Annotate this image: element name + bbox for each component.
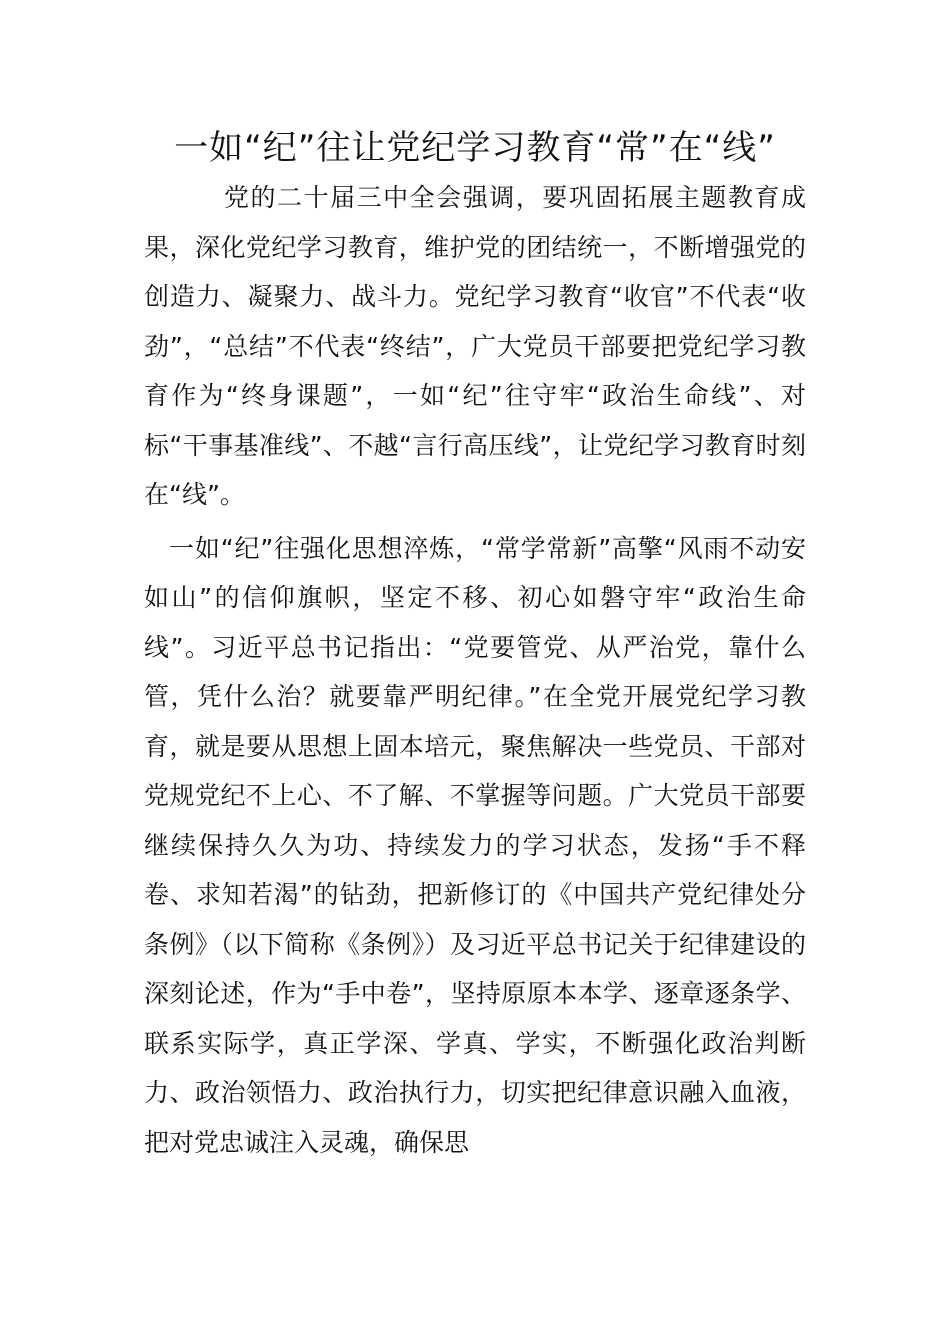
paragraph-1: 党的二十届三中全会强调，要巩固拓展主题教育成果，深化党纪学习教育，维护党的团结统一，不断增强党的创造力、凝聚力、战斗力。党纪学习教育“收官”不代表“收劲”，“总结”不代表“终结”，广大党员干部要把党纪学习教育作为“终身课题”，一如“纪”往守牢“政治生命线”、对标“干事基准线”、不越“言行高压线”，让党纪学习教育时刻在“线”。 [144,183,806,509]
paragraph-2: 一如“纪”往强化思想淬炼，“常学常新”高擎“风雨不动安如山”的信仰旗帜，坚定不移、初心如磐守牢“政治生命线”。习近平总书记指出：“党要管党、从严治党，靠什么管，凭什么治？就要靠严明纪律。”在全党开展党纪学习教育，就是要从思想上固本培元，聚焦解决一些党员、干部对党规党纪不上心、不了解、不掌握等问题。广大党员干部要继续保持久久为功、持续发力的学习状态，发扬“手不释卷、求知若渴”的钻劲，把新修订的《中国共产党纪律处分条例》（以下简称《条例》）及习近平总书记关于纪律建设的深刻论述，作为“手中卷”，坚持原原本本学、逐章逐条学、联系实际学，真正学深、学真、学实，不断强化政治判断力、政治领悟力、政治执行力，切实把纪律意识融入血液，把对党忠诚注入灵魂，确保思 [144,533,806,1157]
document-title: 一如“纪”往让党纪学习教育“常”在“线” [174,128,776,168]
